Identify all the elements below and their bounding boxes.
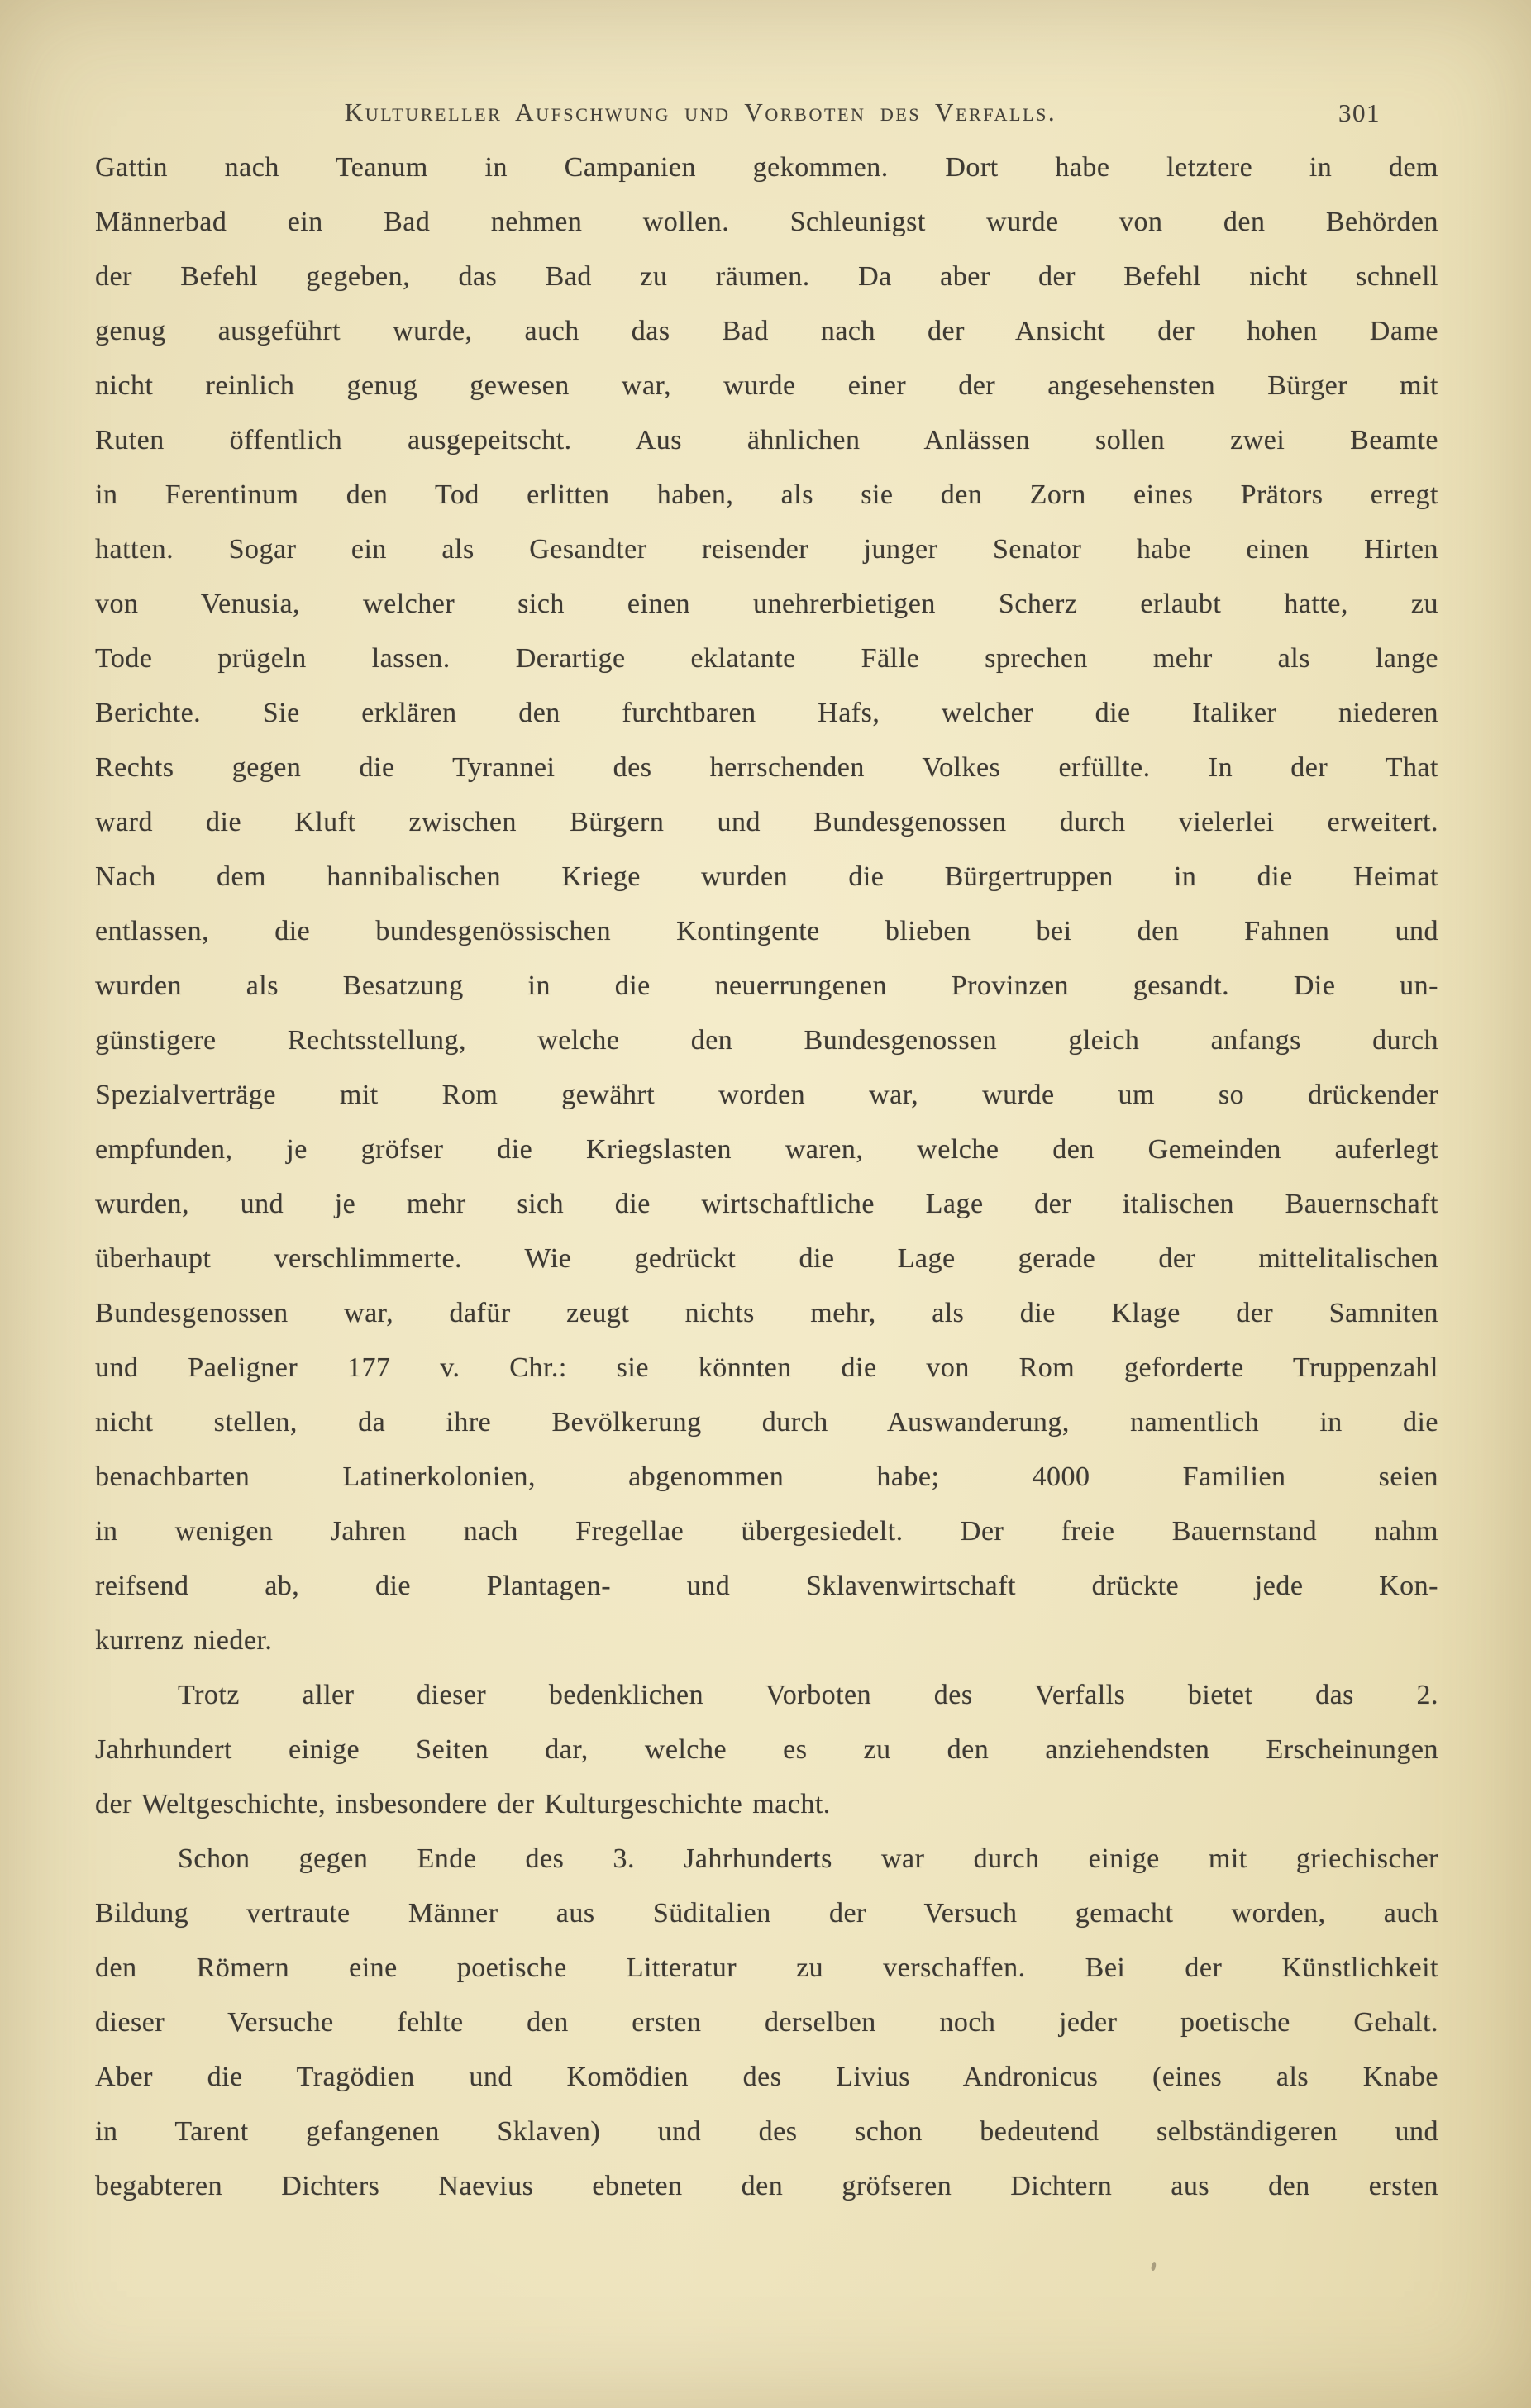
- text-line: der Befehl gegeben, das Bad zu räumen. Da aber der Befehl nicht schnell: [95, 261, 1438, 292]
- text-line: den Römern eine poetische Litteratur zu verschaffen. Bei der Künstlichkeit: [95, 1953, 1438, 1983]
- text-line: in wenigen Jahren nach Fregellae übergesiedelt. Der freie Bauernstand nahm: [95, 1516, 1438, 1547]
- text-line: Männerbad ein Bad nehmen wollen. Schleunigst wurde von den Behörden: [95, 207, 1438, 237]
- running-header: [95, 98, 1438, 134]
- text-line: empfunden, je gröfser die Kriegslasten waren, welche den Gemeinden auferlegt: [95, 1134, 1438, 1165]
- text-line: nicht reinlich genug gewesen war, wurde einer der angesehensten Bürger mit: [95, 370, 1438, 401]
- text-line: Aber die Tragödien und Komödien des Livius Andronicus (eines als Knabe: [95, 2062, 1438, 2092]
- text-line: von Venusia, welcher sich einen unehrerbietigen Scherz erlaubt hatte, zu: [95, 589, 1438, 619]
- text-line: genug ausgeführt wurde, auch das Bad nach der Ansicht der hohen Dame: [95, 316, 1438, 346]
- text-line: Berichte. Sie erklären den furchtbaren Hafs, welcher die Italiker niederen: [95, 698, 1438, 728]
- text-line: Tode prügeln lassen. Derartige eklatante Fälle sprechen mehr als lange: [95, 643, 1438, 674]
- text-line: Trotz aller dieser bedenklichen Vorboten des Verfalls bietet das 2.: [178, 1680, 1438, 1710]
- text-line: Rechts gegen die Tyrannei des herrschenden Volkes erfüllte. In der That: [95, 752, 1438, 783]
- text-line: kurrenz nieder.: [95, 1625, 273, 1656]
- text-line: wurden, und je mehr sich die wirtschaftliche Lage der italischen Bauernschaft: [95, 1189, 1438, 1219]
- text-line: hatten. Sogar ein als Gesandter reisender junger Senator habe einen Hirten: [95, 534, 1438, 565]
- text-line: benachbarten Latinerkolonien, abgenommen habe; 4000 Familien seien: [95, 1461, 1438, 1492]
- text-line: entlassen, die bundesgenössischen Kontingente blieben bei den Fahnen und: [95, 916, 1438, 947]
- text-line: Jahrhundert einige Seiten dar, welche es zu den anziehendsten Erscheinungen: [95, 1734, 1438, 1765]
- text-line: Spezialverträge mit Rom gewährt worden war, wurde um so drückender: [95, 1080, 1438, 1110]
- page-number: 301: [1338, 98, 1381, 127]
- running-header-title: Kultureller Aufschwung und Vorboten des Verfalls.: [344, 98, 1057, 126]
- text-line: wurden als Besatzung in die neuerrungenen Provinzen gesandt. Die un-: [95, 970, 1438, 1001]
- text-line: in Tarent gefangenen Sklaven) und des schon bedeutend selbständigeren und: [95, 2116, 1438, 2147]
- body-text: [95, 141, 1438, 2214]
- text-line: Bildung vertraute Männer aus Süditalien der Versuch gemacht worden, auch: [95, 1898, 1438, 1929]
- text-line: reifsend ab, die Plantagen- und Sklavenwirtschaft drückte jede Kon-: [95, 1571, 1438, 1601]
- text-line: der Weltgeschichte, insbesondere der Kulturgeschichte macht.: [95, 1789, 831, 1819]
- text-line: und Paeligner 177 v. Chr.: sie könnten die von Rom geforderte Truppenzahl: [95, 1352, 1438, 1383]
- text-line: Bundesgenossen war, dafür zeugt nichts mehr, als die Klage der Samniten: [95, 1298, 1438, 1328]
- ink-speck-mark: [1151, 2262, 1157, 2272]
- text-line: ward die Kluft zwischen Bürgern und Bundesgenossen durch vielerlei erweitert.: [95, 807, 1438, 837]
- text-line: nicht stellen, da ihre Bevölkerung durch Auswanderung, namentlich in die: [95, 1407, 1438, 1438]
- text-line: Schon gegen Ende des 3. Jahrhunderts war durch einige mit griechischer: [178, 1843, 1438, 1874]
- text-line: Nach dem hannibalischen Kriege wurden die Bürgertruppen in die Heimat: [95, 861, 1438, 892]
- text-line: überhaupt verschlimmerte. Wie gedrückt die Lage gerade der mittelitalischen: [95, 1243, 1438, 1274]
- text-line: begabteren Dichters Naevius ebneten den gröfseren Dichtern aus den ersten: [95, 2171, 1438, 2201]
- text-line: dieser Versuche fehlte den ersten derselben noch jeder poetische Gehalt.: [95, 2007, 1438, 2038]
- text-line: in Ferentinum den Tod erlitten haben, als sie den Zorn eines Prätors erregt: [95, 479, 1438, 510]
- text-line: Gattin nach Teanum in Campanien gekommen. Dort habe letztere in dem: [95, 152, 1438, 183]
- text-line: günstigere Rechtsstellung, welche den Bundesgenossen gleich anfangs durch: [95, 1025, 1438, 1056]
- text-line: Ruten öffentlich ausgepeitscht. Aus ähnlichen Anlässen sollen zwei Beamte: [95, 425, 1438, 455]
